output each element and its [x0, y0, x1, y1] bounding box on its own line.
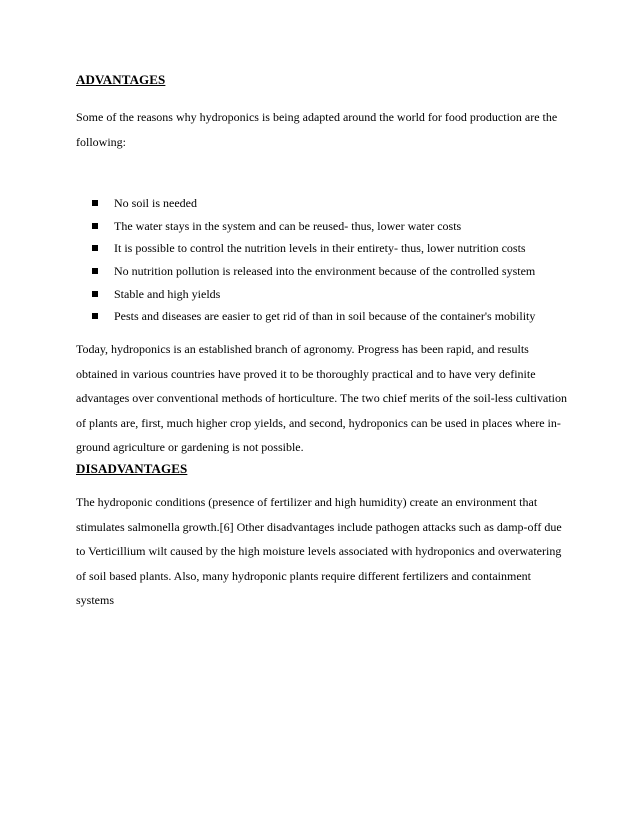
list-item-text: No soil is needed: [114, 196, 197, 210]
advantages-list: [92, 192, 535, 328]
advantages-intro: Some of the reasons why hydroponics is being adapted around the world for food production are the following:: [76, 110, 558, 149]
list-item: [92, 260, 535, 283]
square-bullet-icon: [92, 291, 98, 297]
list-item-text: Pests and diseases are easier to get rid of than in soil because of the container's mobility: [114, 309, 536, 324]
square-bullet-icon: [92, 245, 98, 251]
square-bullet-icon: [92, 268, 98, 274]
disadvantages-heading: DISADVANTAGES: [76, 461, 188, 476]
list-item-text: It is possible to control the nutrition levels in their entirety- thus, lower nutrition costs: [114, 241, 526, 256]
advantages-heading: ADVANTAGES: [76, 72, 166, 87]
advantages-summary: Today, hydroponics is an established branch of agronomy. Progress has been rapid, and results obtained in various countries have proved it to be thoroughly practical and to have very definite advantages over conventional methods of horticulture. The two chief merits of the soil-less cultivation of plants are, first, much higher crop yields, and second, hydroponics can be used in places where in-ground agriculture or gardening is not possible.: [76, 342, 567, 454]
list-item: [92, 215, 535, 238]
list-item-text: No nutrition pollution is released into the environment because of the controlled system: [114, 264, 536, 279]
square-bullet-icon: [92, 223, 98, 229]
list-item: [92, 283, 535, 306]
square-bullet-icon: [92, 200, 98, 206]
square-bullet-icon: [92, 313, 98, 319]
disadvantages-body: The hydroponic conditions (presence of fertilizer and high humidity) create an environment that stimulates salmonella growth.[6] Other disadvantages include pathogen attacks such as damp-off due to Verticillium wilt caused by the high moisture levels associated with hydroponics and overwatering of soil based plants. Also, many hydroponic plants require different fertilizers and containment systems: [76, 495, 562, 607]
list-item: [92, 305, 535, 328]
list-item: [92, 237, 535, 260]
list-item: [92, 192, 535, 215]
list-item-text: The water stays in the system and can be reused- thus, lower water costs: [114, 218, 462, 233]
list-item-text: Stable and high yields: [114, 286, 221, 301]
